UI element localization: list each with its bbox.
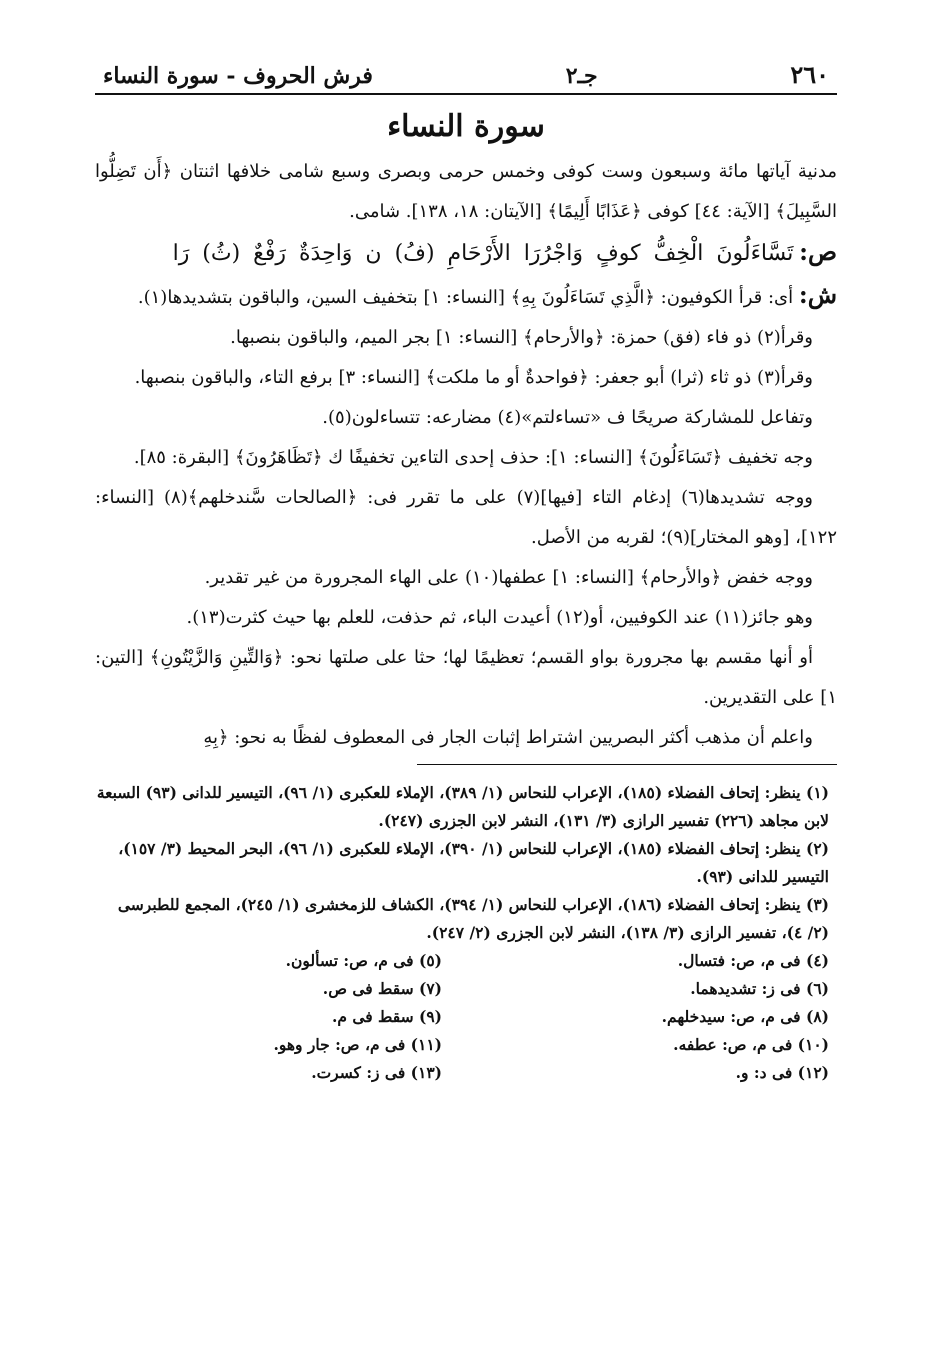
footnote-11: (١١) فى م، ص: جار وهو. bbox=[273, 1035, 442, 1054]
footnote-6: (٦) فى ز: تشديدهما. bbox=[690, 979, 829, 998]
paragraph: ووجه خفض ﴿والأرحام﴾ [النساء: ١] عطفها(١٠) على الهاء المجرورة من غير تقدير. bbox=[204, 567, 813, 588]
section-title: فرش الحروف - سورة النساء bbox=[103, 63, 373, 89]
footnotes bbox=[95, 779, 837, 1087]
footnote-13: (١٣) فى ز: كسرت. bbox=[311, 1063, 442, 1082]
paragraph: وقرأ(٣) ذو ثاء (ثرا) أبو جعفر: ﴿فواحدةٌ أو ما ملكت﴾ [النساء: ٣] برفع التاء، والباقون بنصبها. bbox=[134, 367, 813, 388]
footnote-3: (٣) ينظر: إتحاف الفضلاء (١٨٦)، الإعراب للنحاس (١/ ٣٩٤)، الكشاف للزمخشرى (١/ ٢٤٥)، المجمع للطبرسى (٢/ ٤)، تفسير الرازى (٣/ ١٣٨)، النشر لابن الجزرى (٢/ ٢٤٧). bbox=[117, 895, 829, 942]
footnote-1: (١) ينظر: إتحاف الفضلاء (١٨٥)، الإعراب للنحاس (١/ ٣٨٩)، الإملاء للعكبرى (١/ ٩٦)، التيسير للدانى (٩٣) السبعة لابن مجاهد (٢٢٦) تفسير الرازى (٣/ ١٣١)، النشر لابن الجزرى (٢٤٧). bbox=[96, 783, 829, 830]
footnote-7: (٧) سقط فى ص. bbox=[322, 979, 442, 998]
surah-title: سورة النساء bbox=[387, 109, 545, 144]
paragraph-intro: مدنية آياتها مائة وسبعون وست كوفى وخمس حرمى وبصرى وسبع شامى خلافها اثنتان ﴿أَن تَضِلُّوا السَّبِيلَ﴾ [الآية: ٤٤] كوفى ﴿عَذَابًا أَلِيمًا﴾ [الآيتان: ١٨، ١٣٨]. شامى. bbox=[95, 161, 837, 222]
paragraph: وتفاعل للمشاركة صريحًا ف «تساءلتم»(٤) مضارعه: تتساءلون(٥). bbox=[322, 407, 813, 428]
paragraph: واعلم أن مذهب أكثر البصريين اشتراط إثبات الجار فى المعطوف لفظًا به نحو: ﴿بِهِ bbox=[203, 727, 813, 748]
paragraph: أو أنها مقسم بها مجرورة بواو القسم؛ تعظيمًا لها؛ حثا على صلتها نحو: ﴿وَالتِّينِ وَالزَّيْتُونِ﴾ [التين: ١] على التقديرين. bbox=[95, 647, 837, 708]
commentary-text: أى: قرأ الكوفيون: ﴿الَّذِي تَسَاءَلُونَ بِهِ﴾ [النساء: ١] بتخفيف السين، والباقون بتشديدها(١). bbox=[137, 287, 794, 308]
main-text bbox=[95, 152, 837, 758]
short-footnotes bbox=[95, 947, 837, 1087]
verse-label: ص: bbox=[799, 237, 837, 266]
paragraph: وجه تخفيف ﴿تَسَاءَلُونَ﴾ [النساء: ١]: حذف إحدى التاءين تخفيفًا ك ﴿تَظَاهَرُونَ﴾ [البقرة: ٨٥]. bbox=[133, 447, 813, 468]
paragraph: وهو جائز(١١) عند الكوفيين، أو(١٢) أعيدت الباء، ثم حذفت، للعلم بها حيث كثرت(١٣). bbox=[186, 607, 813, 628]
commentary-paragraph bbox=[95, 275, 837, 318]
paragraph: ووجه تشديدها(٦) إدغام التاء [فيها](٧) على ما تقرر فى: ﴿الصالحات سَّندخلهم﴾(٨) [النساء: ١٢٢]، [وهو المختار](٩)؛ لقربه من الأصل. bbox=[95, 487, 837, 548]
commentary-label: ش: bbox=[798, 280, 837, 309]
footnote-10: (١٠) فى م، ص: عطفه. bbox=[673, 1035, 829, 1054]
page-number: ٢٦٠ bbox=[790, 60, 829, 89]
paragraph: وقرأ(٢) ذو فاء (فق) حمزة: ﴿والأرحام﴾ [النساء: ١] بجر الميم، والباقون بنصبها. bbox=[230, 327, 813, 348]
footnote-12: (١٢) فى د: و. bbox=[735, 1063, 829, 1082]
footnote-5: (٥) فى م، ص: تسألون. bbox=[285, 951, 442, 970]
running-header bbox=[95, 60, 837, 95]
verse-text: تَسَّاءَلُونَ الْخِفُّ كوفٍ وَاجْرُرَا الأَرْحَامِ (فُ) ن وَاحِدَةٌ رَفْعٌ (ثُ) رَا bbox=[172, 241, 794, 266]
verse-line bbox=[95, 232, 837, 275]
footnote-8: (٨) فى م، ص: سيدخلهم. bbox=[661, 1007, 829, 1026]
volume-label: جـ٢ bbox=[565, 63, 598, 89]
footnote-divider bbox=[417, 764, 837, 765]
footnote-9: (٩) سقط فى م. bbox=[331, 1007, 442, 1026]
footnote-2: (٢) ينظر: إتحاف الفضلاء (١٨٥)، الإعراب للنحاس (١/ ٣٩٠)، الإملاء للعكبرى (١/ ٩٦)، البحر المحيط (٣/ ١٥٧)، التيسير للدانى (٩٣). bbox=[118, 839, 829, 886]
footnote-4: (٤) فى م، ص: فتسال. bbox=[677, 951, 829, 970]
